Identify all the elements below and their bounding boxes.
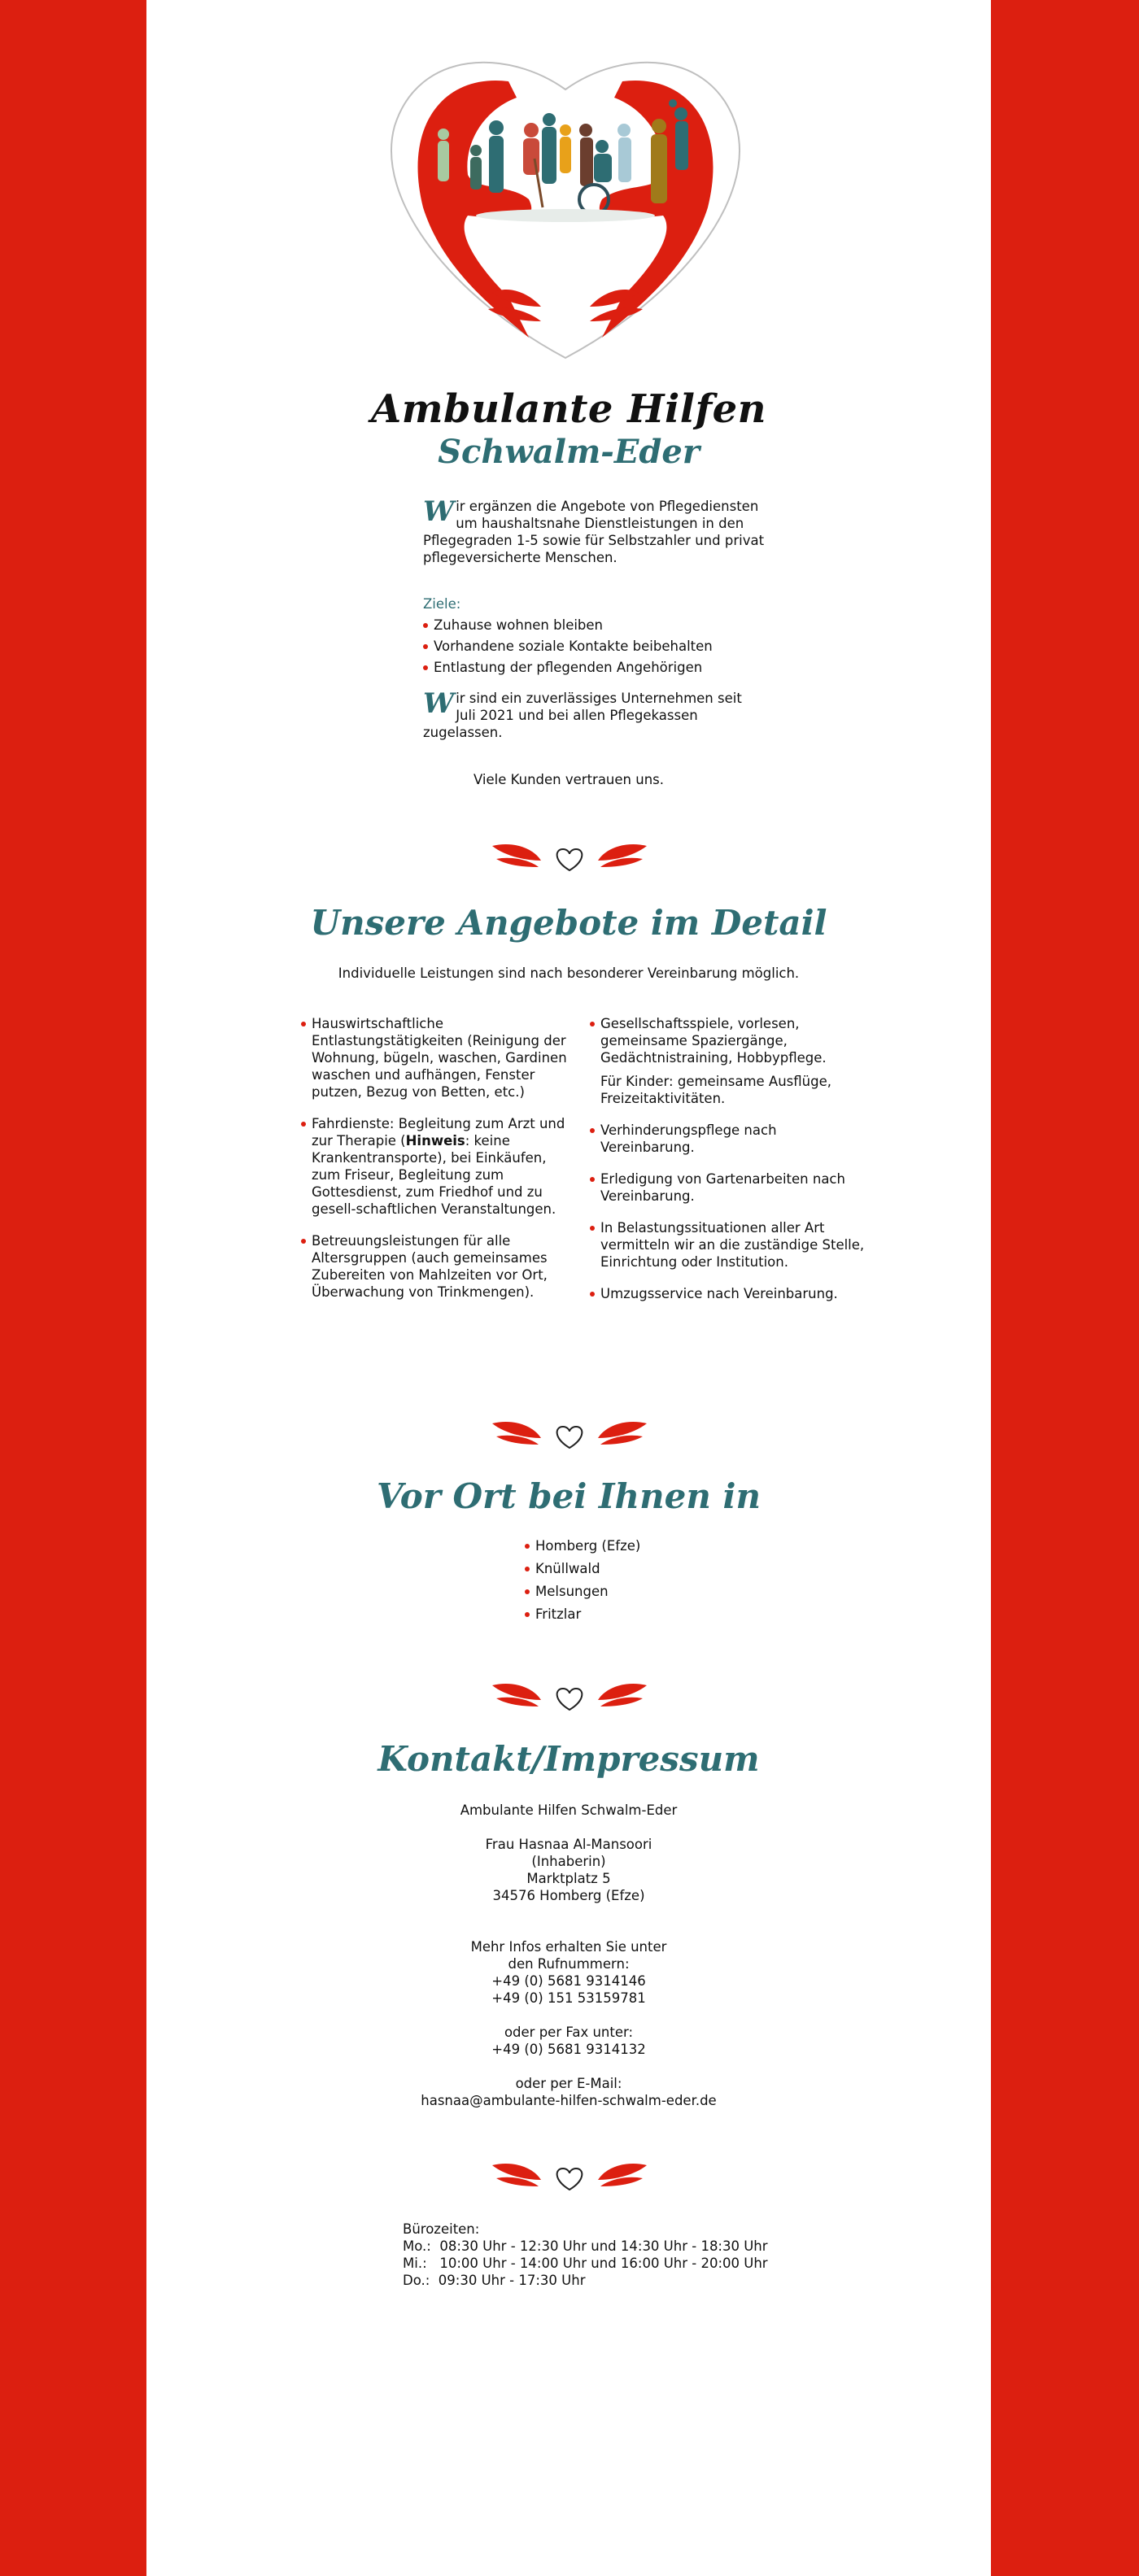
offers-list-left [301, 1015, 570, 1315]
office-hours-line: Mo.: 08:30 Uhr - 12:30 Uhr und 14:30 Uhr - 18:30 Uhr [403, 2238, 768, 2254]
intro-paragraph [423, 495, 773, 566]
goals-list [423, 617, 830, 680]
offer-item-driving: Fahrdienste: Begleitung zum Arzt und zur Therapie (Hinweis: keine Krankentransporte), bei Einkäufen, zum Friseur, Begleitung zum Gottesdienst, zum Friedhof und zu gesell-schaftlichen Veranstaltungen. [301, 1115, 570, 1218]
leaf-heart-divider [488, 836, 651, 873]
offer-item: Betreuungsleistungen für alle Altersgruppen (auch gemeinsames Zubereiten von Mahlzeiten vor Ort, Überwachung von Trinkmengen). [301, 1232, 570, 1301]
office-hours-line: Mi.: 10:00 Uhr - 14:00 Uhr und 16:00 Uhr - 20:00 Uhr [403, 2256, 768, 2271]
offer-item: Erledigung von Gartenarbeiten nach Vereinbarung. [590, 1170, 866, 1205]
trust-statement: Viele Kunden vertrauen uns. [473, 772, 664, 787]
leaf-heart-divider [488, 1676, 651, 1712]
locations-list [525, 1537, 769, 1628]
contact-title: Kontakt/Impressum [377, 1739, 760, 1779]
office-hours [403, 2221, 810, 2289]
offer-item: Verhinderungspflege nach Vereinbarung. [590, 1122, 866, 1156]
contact-phone1[interactable]: +49 (0) 5681 9314146 [491, 1973, 646, 1989]
contact-block [146, 1802, 991, 2109]
goal-item: Entlastung der pflegenden Angehörigen [423, 659, 830, 676]
offer-item: Gesellschaftsspiele, vorlesen, gemeinsame Spaziergänge, Gedächtnistraining, Hobbypflege. Für Kinder: gemeinsame Ausflüge, Freizeitaktivitäten. [590, 1015, 866, 1107]
reliability-dropcap: W [423, 687, 455, 720]
location-item: Fritzlar [525, 1606, 769, 1623]
brand-name-line1: Ambulante Hilfen [370, 386, 767, 432]
contact-company: Ambulante Hilfen Schwalm-Eder [460, 1802, 678, 1818]
offer-kids-note: Für Kinder: gemeinsame Ausflüge, Freizeitaktivitäten. [600, 1074, 831, 1106]
leaf-heart-divider [488, 1414, 651, 1450]
contact-phone2[interactable]: +49 (0) 151 53159781 [491, 1990, 646, 2006]
office-hours-line: Do.: 09:30 Uhr - 17:30 Uhr [403, 2273, 586, 2288]
contact-email-label: oder per E-Mail: [515, 2076, 622, 2091]
location-item: Homberg (Efze) [525, 1537, 769, 1554]
right-red-border [991, 0, 1139, 2576]
offers-title: Unsere Angebote im Detail [310, 903, 827, 943]
contact-city: 34576 Homberg (Efze) [492, 1888, 645, 1903]
contact-info-line1: Mehr Infos erhalten Sie unter [470, 1939, 667, 1955]
heart-hands-logo [386, 53, 744, 362]
reliability-text: ir sind ein zuverlässiges Unternehmen seit Juli 2021 und bei allen Pflegekassen zugelassen. [423, 691, 742, 740]
offer-item: Hauswirtschaftliche Entlastungstätigkeiten (Reinigung der Wohnung, bügeln, waschen, Gardinen waschen und aufhängen, Fenster putzen, Bezug von Betten, etc.) [301, 1015, 570, 1101]
office-hours-label: Bürozeiten: [403, 2221, 480, 2237]
intro-text: ir ergänzen die Angebote von Pflegediensten um haushaltsnahe Dienstleistungen in den Pflegegraden 1-5 sowie für Selbstzahler und privat pflegeversicherte Menschen. [423, 499, 765, 565]
contact-email-link[interactable]: hasnaa@ambulante-hilfen-schwalm-eder.de [421, 2093, 717, 2108]
contact-owner: Frau Hasnaa Al-Mansoori [485, 1837, 652, 1852]
leaf-heart-divider [488, 2155, 651, 2192]
reliability-paragraph [423, 687, 765, 741]
contact-fax: +49 (0) 5681 9314132 [491, 2042, 646, 2057]
goal-item: Zuhause wohnen bleiben [423, 617, 830, 634]
contact-fax-label: oder per Fax unter: [504, 2025, 634, 2040]
contact-street: Marktplatz 5 [526, 1871, 611, 1886]
page-content [146, 0, 991, 2576]
locations-title: Vor Ort bei Ihnen in [377, 1476, 761, 1516]
offers-subtitle: Individuelle Leistungen sind nach besonderer Vereinbarung möglich. [338, 965, 800, 981]
left-red-border [0, 0, 146, 2576]
offer-item: Umzugsservice nach Vereinbarung. [590, 1285, 866, 1302]
intro-dropcap: W [423, 495, 455, 528]
brand-name-line2: Schwalm-Eder [438, 433, 700, 471]
location-item: Knüllwald [525, 1560, 769, 1577]
goal-item: Vorhandene soziale Kontakte beibehalten [423, 638, 830, 655]
offer-item: In Belastungssituationen aller Art vermitteln wir an die zuständige Stelle, Einrichtung oder Institution. [590, 1219, 866, 1271]
goals-label: Ziele: [423, 596, 461, 612]
contact-info-line2: den Rufnummern: [508, 1956, 630, 1972]
contact-role: (Inhaberin) [531, 1854, 606, 1869]
location-item: Melsungen [525, 1583, 769, 1600]
offers-list-right [590, 1015, 866, 1317]
